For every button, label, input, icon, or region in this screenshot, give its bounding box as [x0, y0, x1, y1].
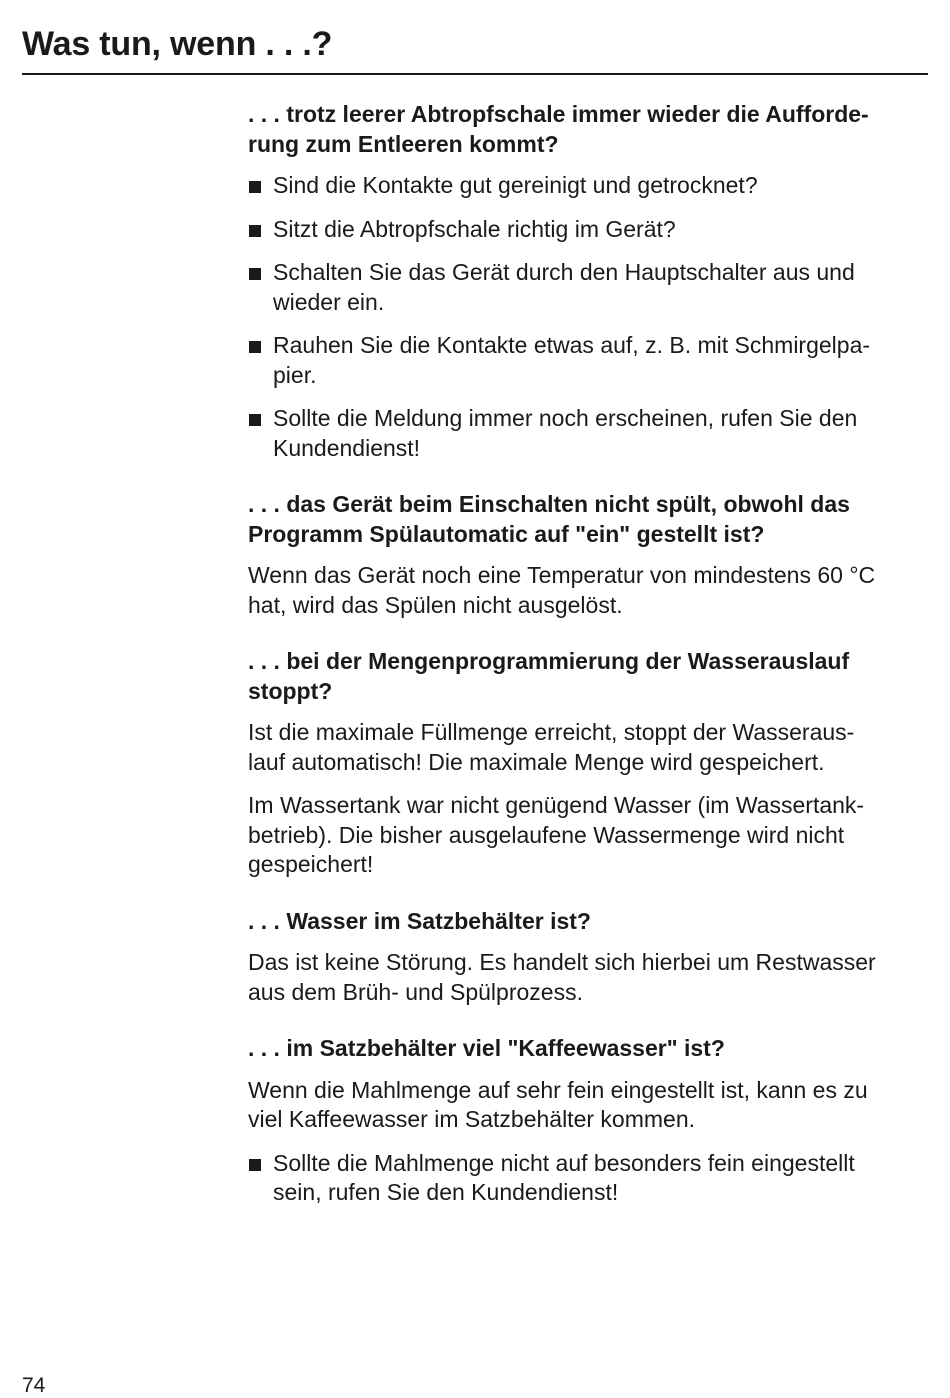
bullet-list: [248, 171, 928, 463]
list-item: Sollte die Meldung immer noch erscheinen, rufen Sie den Kundendienst!: [248, 404, 928, 463]
section-coffee-water: [248, 1034, 928, 1208]
question-heading: . . . bei der Mengenprogrammierung der Wasserauslauf stoppt?: [248, 648, 850, 704]
answer-paragraph: Wenn die Mahlmenge auf sehr fein eingestellt ist, kann es zu viel Kaffeewasser im Satzbehälter kommen.: [248, 1076, 868, 1132]
list-item: Sind die Kontakte gut gereinigt und getrocknet?: [248, 171, 928, 201]
square-bullet-icon: [249, 341, 261, 353]
list-item: Sollte die Mahlmenge nicht auf besonders fein eingestellt sein, rufen Sie den Kundendienst!: [248, 1149, 928, 1208]
square-bullet-icon: [249, 268, 261, 280]
title-divider: [22, 73, 928, 75]
section-drip-tray: [248, 100, 928, 463]
section-rinse: [248, 490, 928, 620]
page-number: 74: [22, 1374, 46, 1397]
answer-paragraph: Wenn das Gerät noch eine Temperatur von mindestens 60 °C hat, wird das Spülen nicht ausgelöst.: [248, 562, 876, 618]
list-item: Sitzt die Abtropfschale richtig im Gerät?: [248, 215, 928, 245]
square-bullet-icon: [249, 1159, 261, 1171]
square-bullet-icon: [249, 181, 261, 193]
answer-paragraph: Ist die maximale Füllmenge erreicht, stoppt der Wasseraus- lauf automatisch! Die maximale Menge wird gespeichert.: [248, 719, 855, 775]
content-column: [248, 100, 928, 1222]
square-bullet-icon: [249, 414, 261, 426]
question-heading: . . . trotz leerer Abtropfschale immer wieder die Aufforde- rung zum Entleeren kommt?: [248, 101, 869, 157]
page-title: Was tun, wenn . . .?: [22, 25, 333, 63]
list-item: Rauhen Sie die Kontakte etwas auf, z. B. mit Schmirgelpa- pier.: [248, 331, 928, 390]
question-heading: . . . das Gerät beim Einschalten nicht spült, obwohl das Programm Spülautomatic auf "ein" gestellt ist?: [248, 491, 850, 547]
bullet-list: [248, 1149, 928, 1208]
answer-paragraph: Das ist keine Störung. Es handelt sich hierbei um Restwasser aus dem Brüh- und Spülprozess.: [248, 949, 876, 1005]
section-quantity-programming: [248, 647, 928, 880]
question-heading: . . . Wasser im Satzbehälter ist?: [248, 907, 591, 934]
answer-paragraph: Im Wassertank war nicht genügend Wasser (im Wassertank- betrieb). Die bisher ausgelaufene Wassermenge wird nicht gespeichert!: [248, 792, 865, 877]
square-bullet-icon: [249, 225, 261, 237]
list-item: Schalten Sie das Gerät durch den Hauptschalter aus und wieder ein.: [248, 258, 928, 317]
section-water-in-container: [248, 907, 928, 1008]
question-heading: . . . im Satzbehälter viel "Kaffeewasser" ist?: [248, 1035, 725, 1061]
